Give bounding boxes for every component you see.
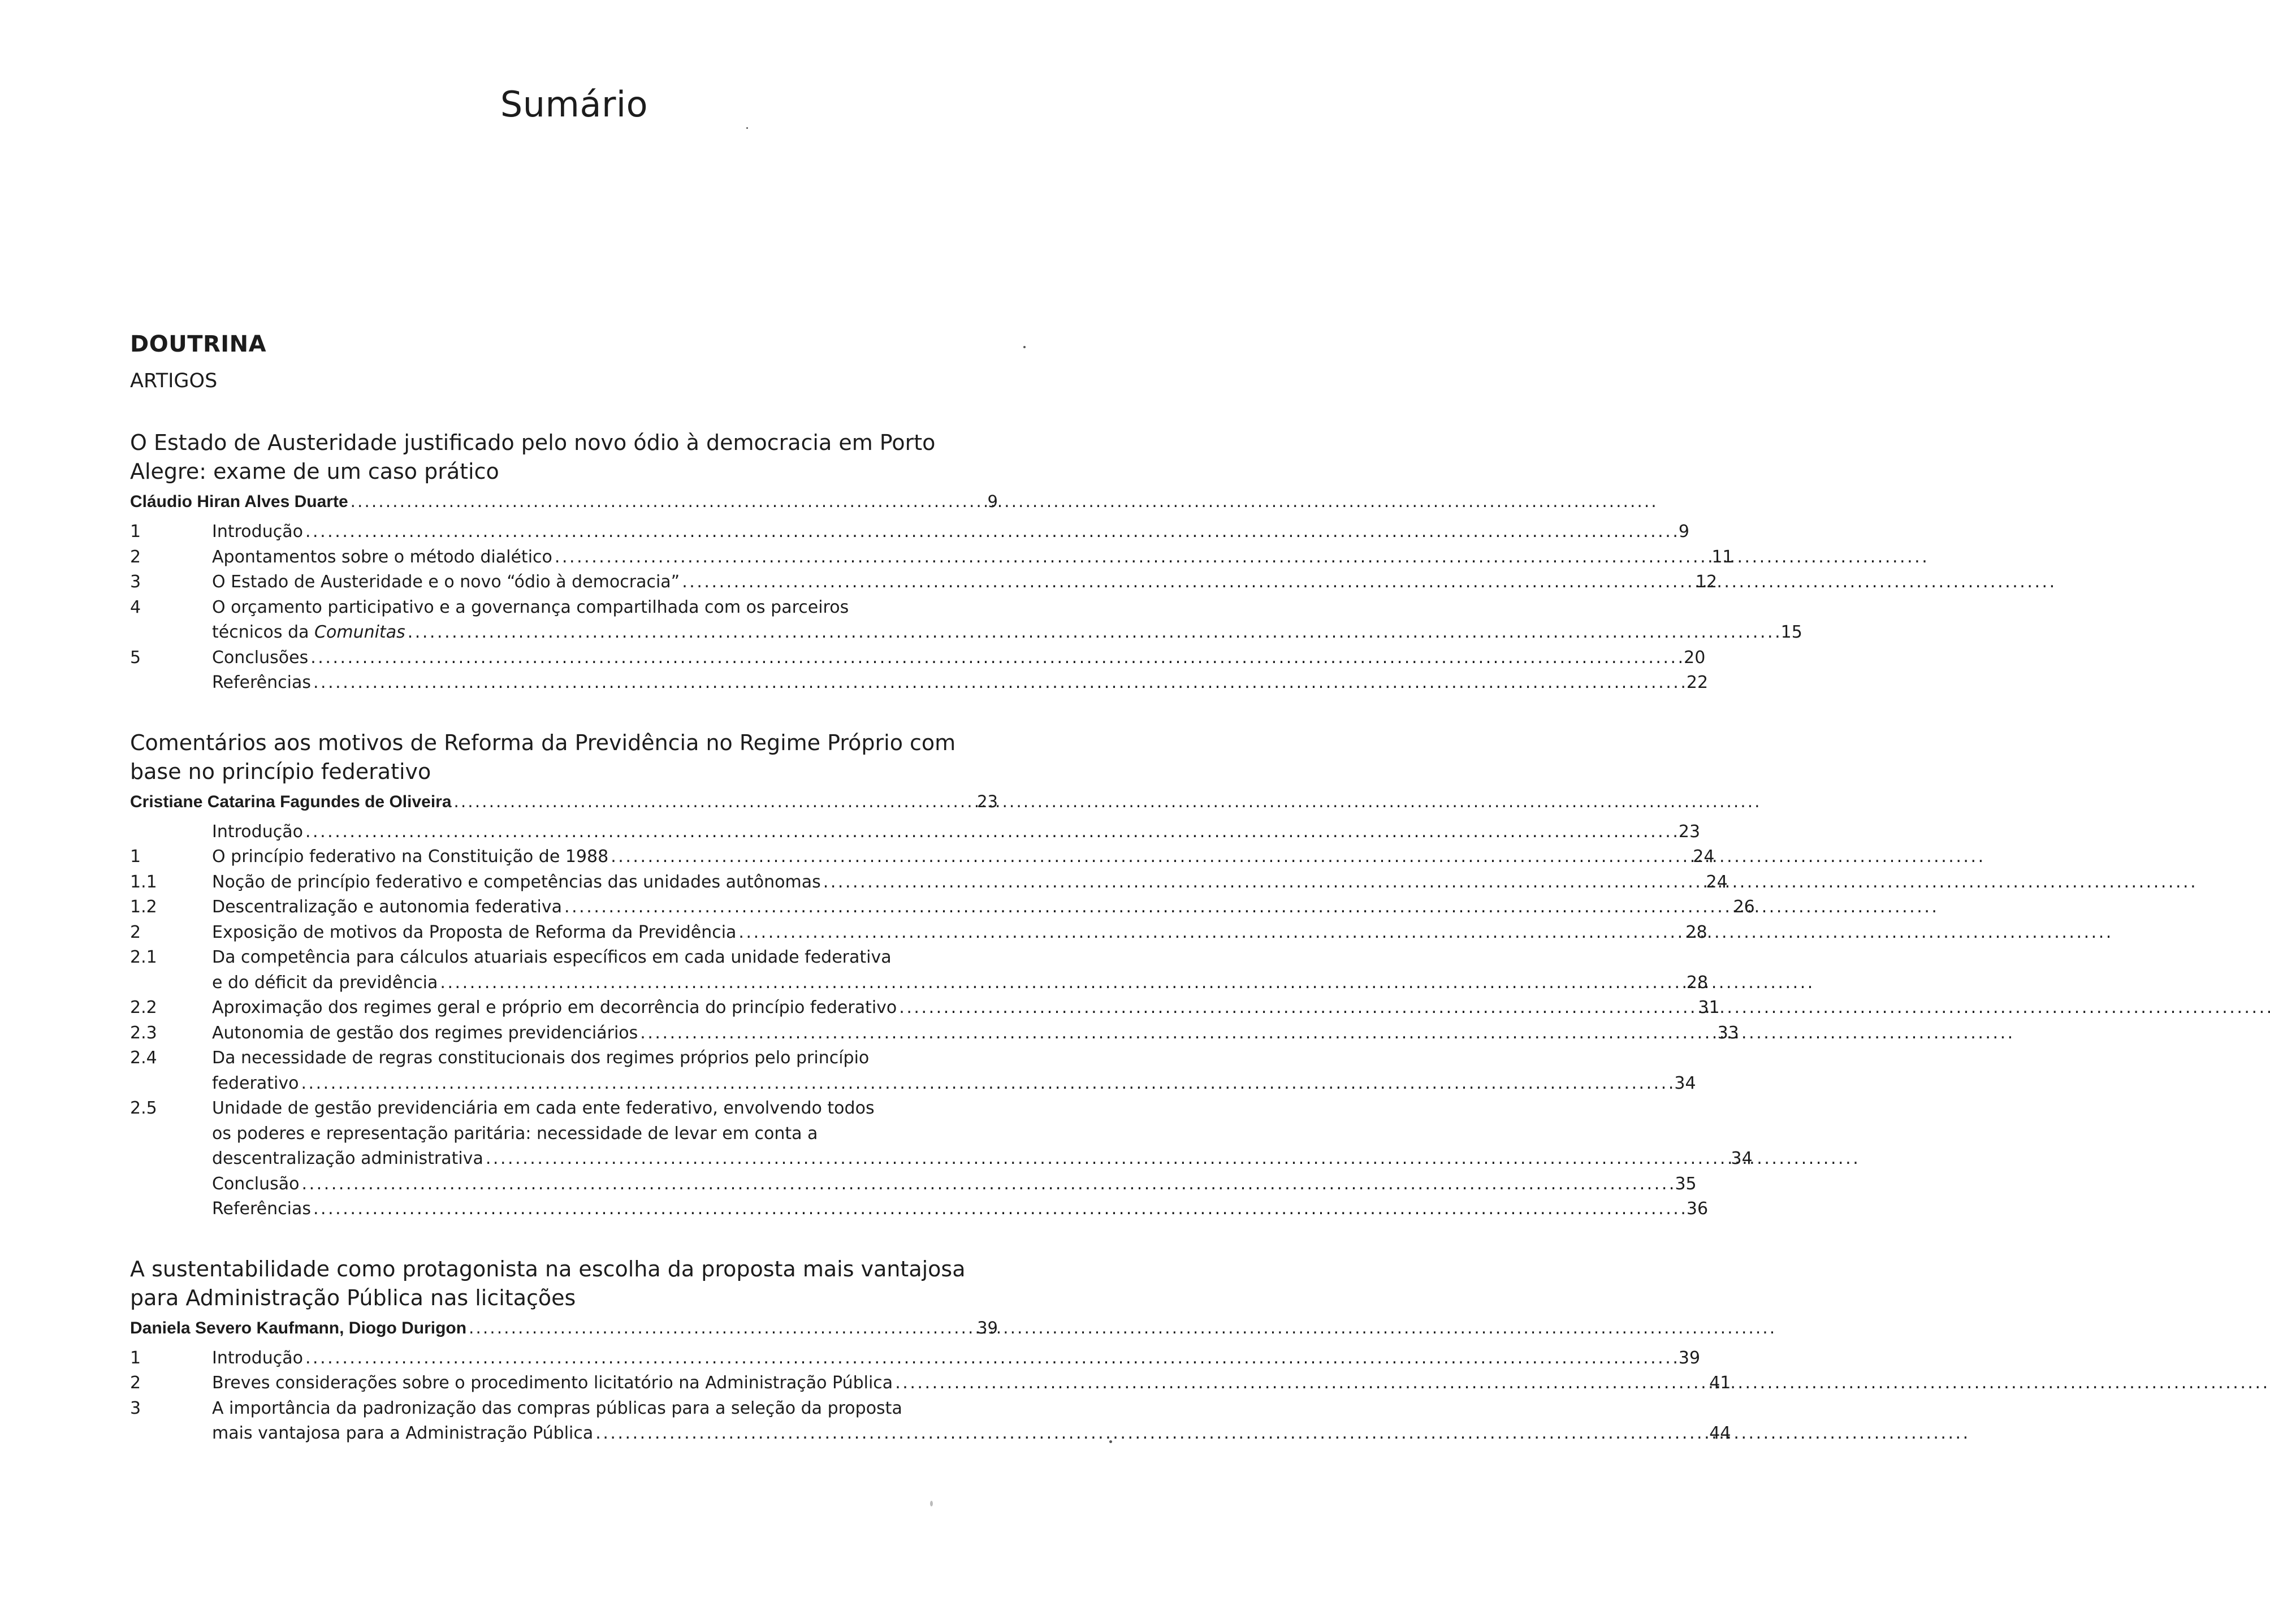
entry-number: 3 [130, 572, 141, 592]
page-number: 22 [1686, 673, 1709, 692]
entry-body [212, 670, 1708, 696]
entry-body [212, 1046, 1696, 1096]
entry-title: Conclusões [212, 647, 309, 668]
entry-number: 3 [130, 1398, 141, 1418]
leader-dots [555, 545, 1710, 570]
toc-entry [130, 570, 1718, 595]
toc-entry [130, 595, 1802, 646]
entry-number: 2.4 [130, 1048, 157, 1068]
entry-title: mais vantajosa para a Administração Pública [212, 1423, 594, 1443]
entry-line [212, 620, 1802, 646]
leader-dots [313, 1197, 1684, 1222]
entry-body [212, 1021, 1739, 1046]
entry-number [130, 670, 212, 696]
leader-dots [440, 971, 1684, 996]
entry-number: 1 [130, 522, 141, 542]
page-number: 31 [1698, 998, 1720, 1017]
toc-entry-list [130, 519, 1802, 696]
entry-title: O princípio federativo na Constituição de 1988 [212, 847, 609, 867]
leader-dots [454, 789, 975, 815]
entry-body [212, 920, 1707, 946]
entry-title: Breves considerações sobre o procedimento licitatório na Administração Pública [212, 1373, 893, 1393]
toc-entry [130, 820, 1701, 845]
leader-dots [408, 620, 1779, 646]
page-number: 28 [1685, 922, 1707, 942]
toc-article [130, 1255, 1731, 1447]
leader-dots [305, 519, 1676, 545]
article-title [130, 428, 998, 486]
page-number: 34 [1731, 1149, 1753, 1168]
entry-line [212, 845, 1714, 870]
entry-title: Introdução [212, 821, 303, 842]
entry-line [212, 1071, 1696, 1097]
page-number: 11 [1711, 547, 1733, 567]
section-heading: DOUTRINA [130, 331, 267, 357]
entry-body [212, 646, 1705, 671]
page-number: 36 [1686, 1199, 1709, 1219]
entry-body [212, 545, 1733, 570]
entry-title: Unidade de gestão previdenciária em cada ente federativo, envolvendo todos [212, 1098, 875, 1118]
leader-dots [305, 820, 1676, 845]
page-number: 39 [1678, 1348, 1701, 1368]
entry-line [212, 1421, 1731, 1447]
entry-line [212, 570, 1717, 595]
page-number: 39 [977, 1318, 998, 1337]
entry-line [212, 1197, 1708, 1222]
toc-entry-list [130, 1346, 1731, 1447]
entry-line [212, 1371, 1731, 1396]
entry-number: 5 [130, 647, 141, 668]
entry-title: Referências [212, 1199, 311, 1219]
entry-line [212, 820, 1700, 845]
page-number: 23 [977, 791, 998, 811]
entry-body [212, 995, 1720, 1021]
toc-entry [130, 670, 1709, 696]
page-number: 35 [1675, 1173, 1697, 1194]
toc-article [130, 428, 1802, 696]
toc-entry [130, 519, 1689, 545]
entry-line [212, 1172, 1697, 1197]
page-number: 26 [1733, 897, 1755, 917]
section-subheading: ARTIGOS [130, 370, 218, 392]
page-number: 33 [1717, 1023, 1739, 1043]
article-title-line: base no princípio federativo [130, 759, 431, 784]
entry-title: descentralização administrativa [212, 1149, 483, 1168]
toc-entry [130, 920, 1707, 946]
entry-number: 1 [130, 1348, 141, 1368]
entry-title: os poderes e representação paritária: necessidade de levar em conta a [212, 1123, 818, 1144]
entry-title: A importância da padronização das compras públicas para a seleção da proposta [212, 1398, 902, 1418]
toc-entry [130, 1396, 1731, 1447]
article-list [130, 428, 1802, 1447]
entry-number: 2.2 [130, 998, 157, 1017]
entry-number [130, 1172, 212, 1197]
author-row [130, 488, 998, 515]
toc-entry [130, 995, 1720, 1021]
leader-dots [310, 646, 1681, 671]
entry-line [212, 670, 1708, 696]
article-author: Cláudio Hiran Alves Duarte [130, 492, 348, 511]
leader-dots [823, 870, 1704, 895]
entry-title: O Estado de Austeridade e o novo “ódio à democracia” [212, 572, 680, 592]
entry-body [212, 570, 1717, 595]
entry-number: 1.1 [130, 872, 157, 892]
leader-dots [895, 1371, 1707, 1396]
article-title [130, 1255, 998, 1313]
entry-body [212, 1096, 1753, 1172]
leader-dots [564, 895, 1731, 920]
scan-speck [746, 127, 748, 129]
entry-number: 2.1 [130, 947, 157, 967]
entry-title: Noção de princípio federativo e competências das unidades autônomas [212, 872, 821, 892]
page-number: 23 [1678, 821, 1701, 842]
toc-entry [130, 1172, 1697, 1197]
author-row [130, 1315, 998, 1341]
entry-body [212, 519, 1689, 545]
entry-number: 2 [130, 922, 141, 942]
page-number: 28 [1686, 972, 1709, 993]
article-title [130, 729, 998, 786]
scan-speck [1023, 346, 1026, 348]
toc-entry [130, 1021, 1739, 1046]
toc-entry [130, 646, 1706, 671]
entry-title: e do déficit da previdência [212, 972, 438, 993]
entry-number: 2.5 [130, 1098, 157, 1118]
leader-dots [738, 920, 1683, 946]
entry-title: Da necessidade de regras constitucionais dos regimes próprios pelo princípio [212, 1048, 870, 1068]
entry-line [212, 995, 1720, 1021]
toc-entry [130, 1346, 1701, 1371]
toc-entry [130, 545, 1733, 570]
page-number: 9 [987, 492, 998, 511]
leader-dots [899, 995, 1696, 1021]
entry-title: Exposição de motivos da Proposta de Reforma da Previdência [212, 922, 737, 942]
entry-line [212, 545, 1733, 570]
entry-title: Introdução [212, 1348, 303, 1368]
entry-body [212, 1371, 1731, 1396]
leader-dots [469, 1315, 975, 1341]
entry-number [130, 1197, 212, 1222]
entry-line [212, 895, 1755, 920]
leader-dots [313, 670, 1684, 696]
entry-title: Introdução [212, 522, 303, 542]
page-title: Sumário [500, 84, 648, 125]
entry-title: Descentralização e autonomia federativa [212, 897, 563, 917]
article-title-line: Alegre: exame de um caso prático [130, 459, 499, 484]
entry-title [212, 620, 405, 646]
entry-body [212, 1346, 1700, 1371]
entry-line [212, 1021, 1739, 1046]
article-title-line: Comentários aos motivos de Reforma da Previdência no Regime Próprio com [130, 730, 956, 755]
leader-dots [611, 845, 1690, 870]
entry-line [212, 519, 1689, 545]
entry-line [212, 920, 1707, 946]
entry-title: Autonomia de gestão dos regimes previdenciários [212, 1023, 638, 1043]
entry-number: 2.3 [130, 1023, 157, 1043]
entry-title-italic: Comunitas [314, 622, 405, 642]
entry-body [212, 1197, 1708, 1222]
page-number: 41 [1709, 1373, 1731, 1393]
entry-body [212, 1396, 1731, 1447]
article-title-line: O Estado de Austeridade justificado pelo novo ódio à democracia em Porto [130, 430, 936, 455]
entry-body [212, 945, 1708, 995]
entry-body [212, 1172, 1697, 1197]
entry-line [212, 646, 1705, 671]
entry-title: Conclusão [212, 1173, 300, 1194]
entry-line [212, 1346, 1700, 1371]
toc-entry [130, 1197, 1709, 1222]
leader-dots [305, 1346, 1676, 1371]
toc-entry [130, 945, 1709, 995]
leader-dots [486, 1146, 1729, 1172]
toc-entry [130, 870, 1728, 895]
entry-number: 4 [130, 597, 141, 617]
page-number: 12 [1695, 572, 1718, 592]
entry-body [212, 595, 1802, 646]
article-author: Daniela Severo Kaufmann, Diogo Durigon [130, 1318, 467, 1337]
toc-entry [130, 895, 1755, 920]
entry-title-plain: técnicos da [212, 622, 315, 642]
entry-number [130, 820, 212, 845]
toc-entry-list [130, 820, 1755, 1222]
page-number: 9 [1678, 522, 1689, 542]
entry-body [212, 820, 1700, 845]
table-of-contents [130, 328, 1802, 1447]
page-number: 15 [1780, 622, 1802, 642]
entry-title: Apontamentos sobre o método dialético [212, 547, 552, 567]
scan-speck [930, 1501, 933, 1506]
entry-title: federativo [212, 1073, 299, 1093]
entry-line [212, 870, 1728, 895]
article-title-line: para Administração Pública nas licitações [130, 1285, 576, 1310]
author-row [130, 789, 998, 815]
leader-dots [640, 1021, 1715, 1046]
entry-number: 1 [130, 847, 141, 867]
toc-entry [130, 845, 1715, 870]
leader-dots [302, 1172, 1673, 1197]
entry-line [212, 1146, 1753, 1172]
page-number: 44 [1709, 1423, 1731, 1443]
entry-body [212, 845, 1714, 870]
entry-number: 2 [130, 1373, 141, 1393]
entry-title: Referências [212, 673, 311, 692]
article-author: Cristiane Catarina Fagundes de Oliveira [130, 792, 452, 811]
scan-speck [1109, 1440, 1112, 1443]
entry-title: O orçamento participativo e a governança compartilhada com os parceiros [212, 597, 849, 617]
entry-number: 2 [130, 547, 141, 567]
leader-dots [351, 488, 985, 514]
leader-dots [301, 1071, 1672, 1097]
entry-title: Aproximação dos regimes geral e próprio em decorrência do princípio federativo [212, 998, 897, 1017]
leader-dots [682, 570, 1693, 595]
entry-number: 1.2 [130, 897, 157, 917]
entry-line [212, 971, 1708, 996]
toc-entry [130, 1096, 1753, 1172]
entry-body [212, 895, 1755, 920]
toc-article [130, 729, 1755, 1222]
page-number: 24 [1706, 872, 1728, 892]
page-number: 34 [1674, 1073, 1696, 1093]
entry-body [212, 870, 1728, 895]
entry-title: Da competência para cálculos atuariais específicos em cada unidade federativa [212, 947, 892, 967]
toc-entry [130, 1371, 1731, 1396]
toc-entry [130, 1046, 1696, 1096]
article-title-line: A sustentabilidade como protagonista na escolha da proposta mais vantajosa [130, 1256, 966, 1281]
leader-dots [595, 1421, 1707, 1447]
page-number: 20 [1684, 647, 1706, 668]
page-number: 24 [1693, 847, 1715, 867]
